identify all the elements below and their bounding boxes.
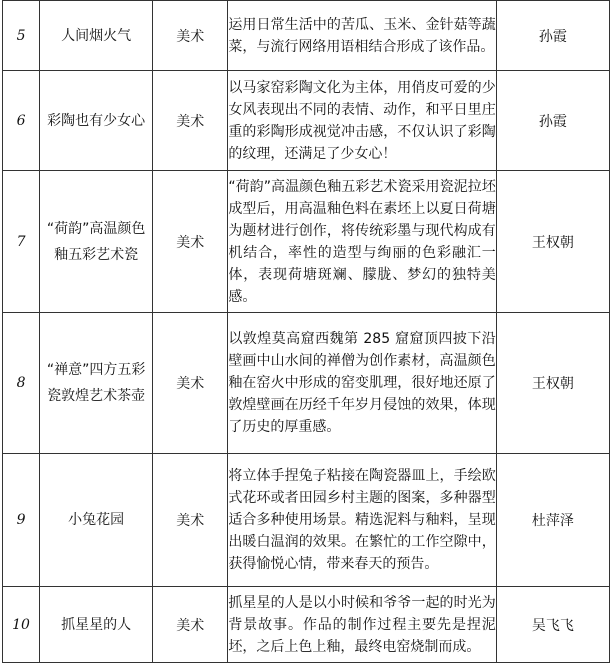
work-description: 将立体手捏兔子粘接在陶瓷器皿上，手绘欧式花环或者田园乡村主题的图案，多种器型适合多种使用场景。精选泥料与釉料，呈现出暖白温润的效果。在繁忙的工作空隙中，获得愉悦心情，带来春天的预告。 bbox=[228, 454, 496, 587]
work-author: 王权朝 bbox=[496, 313, 609, 454]
table-row bbox=[3, 454, 610, 587]
work-title: 抓星星的人 bbox=[40, 587, 153, 663]
work-description: 抓星星的人是以小时候和爷爷一起的时光为背景故事。作品的制作过程主要先是捏泥坯，之后上色上釉，最终电窑烧制而成。 bbox=[228, 587, 496, 663]
row-number: 5 bbox=[3, 1, 40, 71]
table-row bbox=[3, 171, 610, 313]
row-number: 7 bbox=[3, 171, 40, 313]
work-title: “荷韵”高温颜色釉五彩艺术瓷 bbox=[40, 171, 153, 313]
work-category: 美术 bbox=[153, 587, 228, 663]
work-title: 人间烟火气 bbox=[40, 1, 153, 71]
work-category: 美术 bbox=[153, 171, 228, 313]
work-author: 吴飞飞 bbox=[496, 587, 609, 663]
row-number: 8 bbox=[3, 313, 40, 454]
table-row bbox=[3, 313, 610, 454]
row-number: 10 bbox=[3, 587, 40, 663]
work-description: “荷韵”高温颜色釉五彩艺术瓷采用瓷泥拉坯成型后，用高温釉色料在素坯上以夏日荷塘为题材进行创作，将传统彩墨与现代构成有机结合，率性的造型与绚丽的色彩融汇一体，表现荷塘斑斓、朦胧、梦幻的独特美感。 bbox=[228, 171, 496, 313]
work-description: 运用日常生活中的苦瓜、玉米、金针菇等蔬菜，与流行网络用语相结合形成了该作品。 bbox=[228, 1, 496, 71]
work-description: 以马家窑彩陶文化为主体，用俏皮可爱的少女风表现出不同的表情、动作，和平日里庄重的彩陶形成视觉冲击感，不仅认识了彩陶的纹理，还满足了少女心！ bbox=[228, 71, 496, 171]
table-row bbox=[3, 71, 610, 171]
table-row bbox=[3, 1, 610, 71]
work-title: 彩陶也有少女心 bbox=[40, 71, 153, 171]
work-author: 孙霞 bbox=[496, 71, 609, 171]
work-author: 孙霞 bbox=[496, 1, 609, 71]
row-number: 6 bbox=[3, 71, 40, 171]
row-number: 9 bbox=[3, 454, 40, 587]
works-table bbox=[2, 0, 610, 663]
work-author: 王权朝 bbox=[496, 171, 609, 313]
work-category: 美术 bbox=[153, 71, 228, 171]
work-description: 以敦煌莫高窟西魏第 285 窟窟顶四披下沿壁画中山水间的禅僧为创作素材，高温颜色釉在窑火中形成的窑变肌理，很好地还原了敦煌壁画在历经千年岁月侵蚀的效果，体现了历史的厚重感。 bbox=[228, 313, 496, 454]
table-row bbox=[3, 587, 610, 663]
work-category: 美术 bbox=[153, 313, 228, 454]
work-category: 美术 bbox=[153, 1, 228, 71]
work-title: 小兔花园 bbox=[40, 454, 153, 587]
work-author: 杜萍泽 bbox=[496, 454, 609, 587]
work-title: “禅意”四方五彩瓷敦煌艺术茶壶 bbox=[40, 313, 153, 454]
work-category: 美术 bbox=[153, 454, 228, 587]
